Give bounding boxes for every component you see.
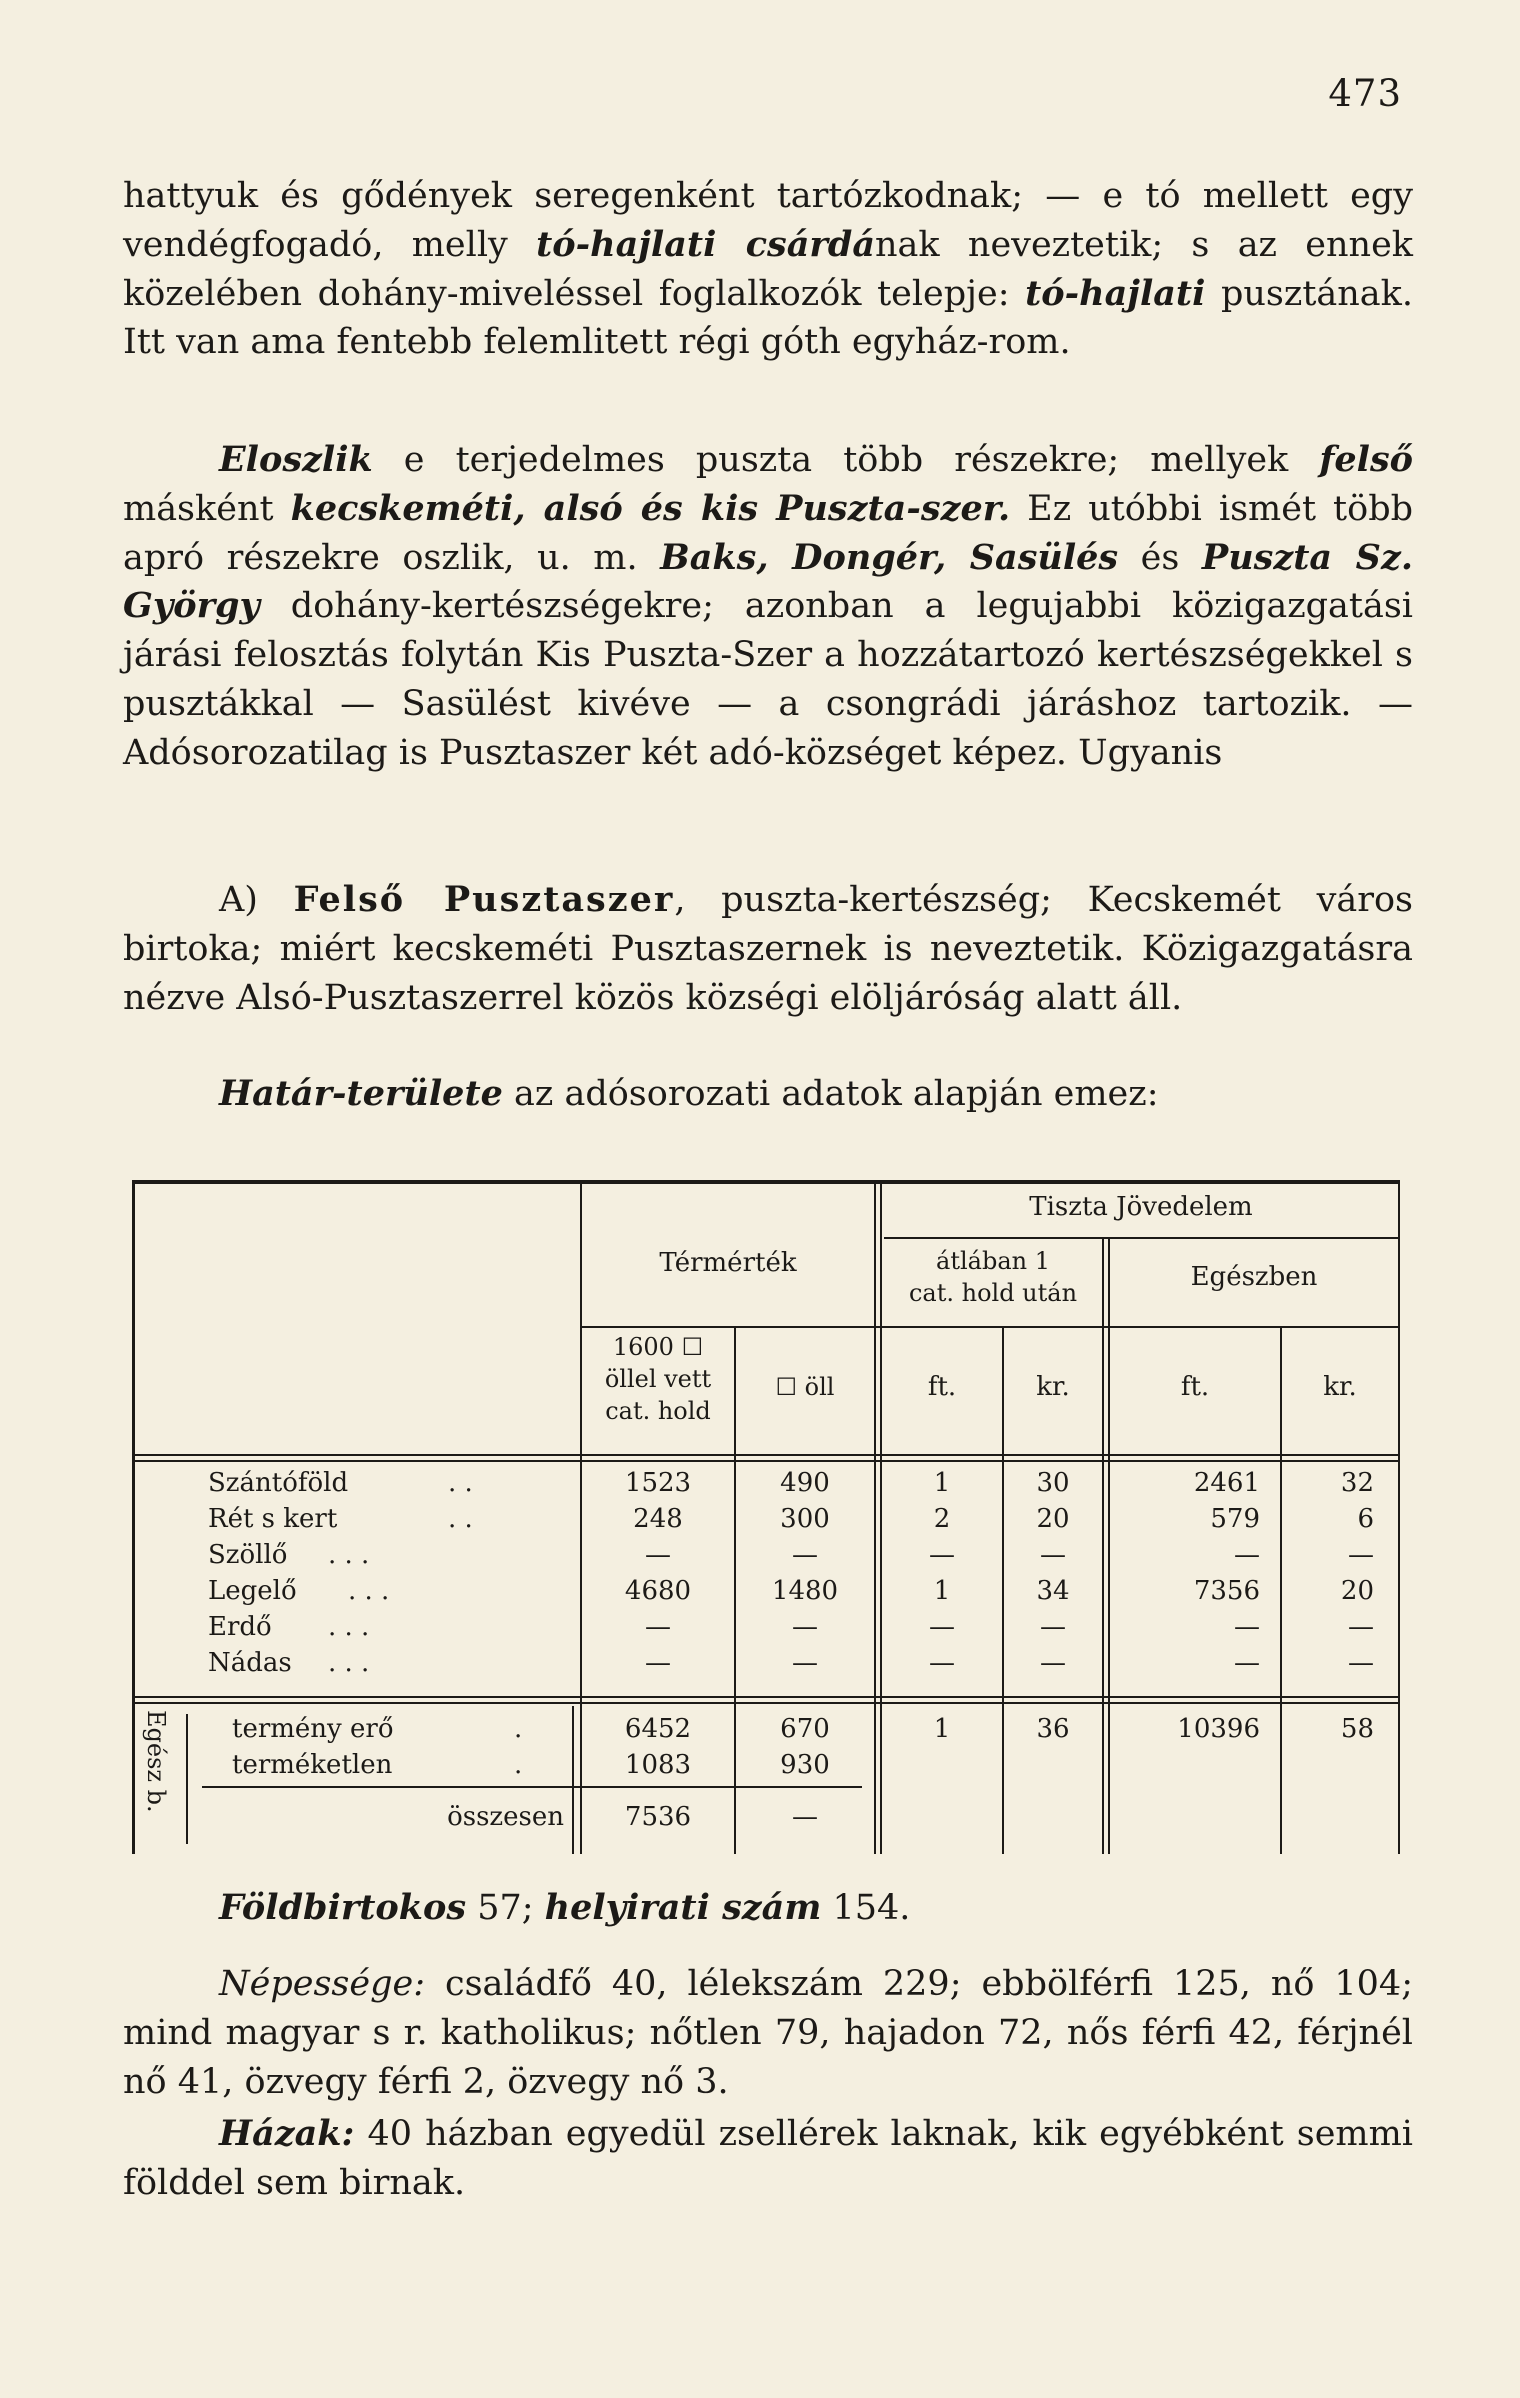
header-ft-2: ft. xyxy=(1180,1372,1210,1402)
cell-kr1: — xyxy=(1040,1540,1066,1570)
italic-run: tó-hajlati xyxy=(1025,272,1206,314)
cell-kr2: — xyxy=(1348,1648,1374,1678)
italic-run: kecskeméti, alsó és kis Puszta-szer. xyxy=(290,487,1011,529)
header-egeszben: Egészben xyxy=(1190,1262,1318,1292)
row-dots: . . . xyxy=(348,1576,390,1606)
italic-run: Puszta Sz. György xyxy=(123,536,1414,627)
text-run: dohány-kertészségekre; azonban a legujabbi közigazgatási járási felosztás folytán Kis Puszta-Szer a hozzátartozó kertészségekkel s pusztákkal — Sasülést kivéve — a csongrádi járáshoz tartozik. — Adósorozatilag is Pusztaszer két adó-községet képez. Ugyanis xyxy=(123,586,1413,773)
header-atlag-2: cat. hold után xyxy=(908,1279,1078,1307)
header-1600-c: cat. hold xyxy=(605,1397,711,1425)
cell-ft2: — xyxy=(1234,1648,1260,1678)
table-rule xyxy=(884,1237,1400,1239)
text-run: 154. xyxy=(821,1888,911,1928)
cell-oll: — xyxy=(792,1802,818,1832)
paragraph-2 xyxy=(123,436,1413,778)
table-row xyxy=(132,1504,1400,1540)
cell-hold: 7536 xyxy=(624,1802,692,1832)
text-run: nak neveztetik; s az ennek közelében dohány-miveléssel foglalkozók telepje: xyxy=(123,224,1414,314)
row-dots: . xyxy=(514,1714,523,1744)
cell-oll: 490 xyxy=(780,1468,830,1498)
cell-oll: 1480 xyxy=(771,1576,839,1606)
cell-kr2: 20 xyxy=(1340,1576,1374,1606)
cell-ft1: — xyxy=(929,1648,955,1678)
italic-run: Eloszlik xyxy=(219,439,373,480)
cell-oll: — xyxy=(792,1540,818,1570)
row-label: Legelő xyxy=(208,1576,297,1606)
text-run: , puszta-kertészség; Kecskemét város birtoka; miért kecskeméti Pusztaszernek is neveztetik. Közigazgatásra nézve Alsó-Pusztaszerrel közös községi elöljáróság alatt áll. xyxy=(123,880,1414,1018)
side-label: Egész b. xyxy=(142,1710,170,1813)
italic-run: Házak: xyxy=(219,2113,355,2154)
cell-kr1: 34 xyxy=(1036,1576,1070,1606)
header-termertek: Térmérték xyxy=(659,1248,797,1278)
header-oll: ☐ öll xyxy=(775,1373,835,1401)
row-label: Szántóföld xyxy=(208,1468,349,1498)
paragraph-4 xyxy=(123,1070,1509,1119)
text-run: e terjedelmes puszta több részekre; mellyek xyxy=(372,440,1320,480)
table-rule xyxy=(132,1696,1400,1698)
row-label: termény erő xyxy=(232,1714,394,1744)
cell-hold: 6452 xyxy=(624,1714,692,1744)
cell-kr2: 58 xyxy=(1340,1714,1374,1744)
italic-run: helyirati szám xyxy=(544,1887,822,1928)
row-dots: . xyxy=(514,1750,523,1780)
table-rule xyxy=(572,1706,574,1854)
text-run: 57; xyxy=(466,1888,545,1928)
cell-oll: — xyxy=(792,1612,818,1642)
cell-oll: 930 xyxy=(780,1750,830,1780)
cell-kr2: — xyxy=(1348,1612,1374,1642)
text-run: családfő 40, lélekszám 229; ebbölférfi 125, nő 104; mind magyar s r. katholikus; nőtlen 79, hajadon 72, nős férfi 42, férjnél nő 41, özvegy férfi 2, özvegy nő 3. xyxy=(123,1964,1413,2102)
paragraph-6 xyxy=(123,1960,1413,2106)
table-rule xyxy=(132,1702,1400,1704)
header-1600-a: 1600 ☐ xyxy=(612,1333,704,1361)
row-dots: . . . xyxy=(328,1648,370,1678)
cell-kr2: — xyxy=(1348,1540,1374,1570)
cell-kr1: 36 xyxy=(1036,1714,1070,1744)
cell-ft1: 1 xyxy=(933,1468,951,1498)
row-label: Nádas xyxy=(208,1648,292,1678)
cell-hold: 1523 xyxy=(624,1468,692,1498)
bold-run: Felső Pusztaszer xyxy=(293,879,675,920)
row-label: Szöllő xyxy=(208,1540,288,1570)
table-row xyxy=(132,1648,1400,1684)
header-tiszta: Tiszta Jövedelem xyxy=(1029,1192,1253,1222)
table-rule xyxy=(580,1326,1400,1328)
paragraph-5 xyxy=(123,1884,1509,1933)
table-row xyxy=(132,1468,1400,1504)
cell-ft2: 7356 xyxy=(1193,1576,1260,1606)
cell-kr2: 32 xyxy=(1340,1468,1374,1498)
table-rule xyxy=(132,1180,1400,1184)
text-run: pusztának. Itt van ama fentebb felemlitett régi góth egyház-rom. xyxy=(123,273,1414,363)
row-dots: . . . xyxy=(328,1540,370,1570)
paragraph-1 xyxy=(123,172,1413,367)
cell-hold: 248 xyxy=(633,1504,683,1534)
cell-kr1: — xyxy=(1040,1648,1066,1678)
text-run: másként xyxy=(123,488,291,529)
header-ft-1: ft. xyxy=(927,1372,957,1402)
text-run: Ez utóbbi ismét több apró részekre oszlik, u. m. xyxy=(123,488,1414,578)
row-label: terméketlen xyxy=(232,1750,393,1780)
cell-hold: — xyxy=(645,1540,671,1570)
text-run: és xyxy=(1118,537,1202,578)
land-table xyxy=(132,1180,1400,1854)
cell-ft1: 1 xyxy=(933,1714,951,1744)
italic-run: Földbirtokos xyxy=(219,1887,467,1928)
cell-kr2: 6 xyxy=(1357,1504,1374,1534)
italic-run: Népessége: xyxy=(219,1964,426,2004)
row-dots: . . xyxy=(448,1504,473,1534)
table-row xyxy=(132,1540,1400,1576)
table-rule xyxy=(132,1460,1400,1462)
total-label: összesen xyxy=(447,1802,564,1832)
text-run: az adósorozati adatok alapján emez: xyxy=(502,1074,1159,1114)
cell-oll: 670 xyxy=(780,1714,830,1744)
text-run: hattyuk és gődények seregenként tartózkodnak; — e tó mellett egy vendégfogadó, melly xyxy=(123,176,1413,265)
cell-kr1: 20 xyxy=(1036,1504,1070,1534)
cell-ft2: 579 xyxy=(1210,1504,1260,1534)
cell-hold: — xyxy=(645,1648,671,1678)
italic-run: felső xyxy=(1319,439,1413,480)
cell-ft2: — xyxy=(1234,1540,1260,1570)
cell-ft1: 2 xyxy=(933,1504,951,1534)
cell-hold: 1083 xyxy=(624,1750,692,1780)
cell-ft1: — xyxy=(929,1540,955,1570)
header-atlag-1: átlában 1 xyxy=(936,1247,1050,1275)
table-row xyxy=(132,1576,1400,1612)
cell-ft1: 1 xyxy=(933,1576,951,1606)
cell-hold: — xyxy=(645,1612,671,1642)
table-rule xyxy=(202,1786,862,1788)
row-dots: . . xyxy=(448,1468,473,1498)
italic-run: Határ-területe xyxy=(219,1073,503,1114)
cell-oll: 300 xyxy=(780,1504,830,1534)
header-1600-b: öllel vett xyxy=(604,1365,712,1393)
table-row xyxy=(132,1612,1400,1648)
paragraph-3 xyxy=(123,876,1413,1022)
paragraph-7 xyxy=(123,2110,1413,2208)
row-label: Rét s kert xyxy=(208,1504,338,1534)
cell-hold: 4680 xyxy=(624,1576,692,1606)
cell-kr1: — xyxy=(1040,1612,1066,1642)
cell-kr1: 30 xyxy=(1036,1468,1070,1498)
brace xyxy=(186,1714,188,1844)
header-kr-1: kr. xyxy=(1036,1372,1070,1402)
header-kr-2: kr. xyxy=(1323,1372,1357,1402)
row-label: Erdő xyxy=(208,1612,272,1642)
cell-ft2: — xyxy=(1234,1612,1260,1642)
text-run: A) xyxy=(219,880,294,920)
row-dots: . . . xyxy=(328,1612,370,1642)
cell-ft2: 2461 xyxy=(1193,1468,1260,1498)
cell-oll: — xyxy=(792,1648,818,1678)
page-number: 473 xyxy=(1328,72,1402,115)
table-rule xyxy=(132,1454,1400,1456)
cell-ft1: — xyxy=(929,1612,955,1642)
italic-run: Baks, Dongér, Sasülés xyxy=(660,536,1119,578)
cell-ft2: 10396 xyxy=(1177,1714,1260,1744)
text-run: 40 házban egyedül zsellérek laknak, kik egyébként semmi földdel sem birnak. xyxy=(123,2114,1413,2203)
italic-run: tó-hajlati csárdá xyxy=(536,223,876,265)
